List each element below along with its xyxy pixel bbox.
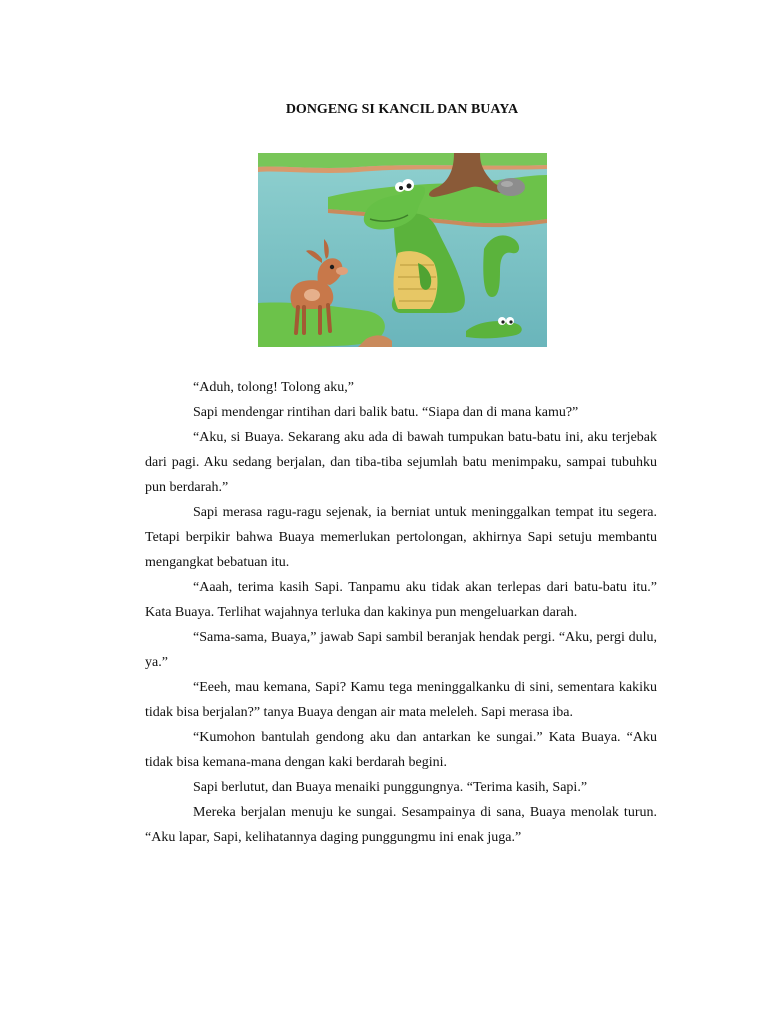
paragraph: Sapi merasa ragu-ragu sejenak, ia berniat untuk meninggalkan tempat itu segera. Tetapi berpikir bahwa Buaya memerlukan pertolongan, akhirnya Sapi setuju membantu mengangkat bebatuan itu. [145, 505, 657, 570]
story-illustration [258, 153, 547, 347]
paragraph: “Aduh, tolong! Tolong aku,” [193, 380, 354, 395]
paragraph: “Aku, si Buaya. Sekarang aku ada di bawah tumpukan batu-batu ini, aku terjebak dari pagi. Aku sedang berjalan, dan tiba-tiba sejumlah batu menimpaku, sampai tubuhku pun berdarah.” [145, 430, 657, 495]
paragraph: “Sama-sama, Buaya,” jawab Sapi sambil beranjak hendak pergi. “Aku, pergi dulu, ya.” [145, 630, 657, 670]
paragraph: Mereka berjalan menuju ke sungai. Sesampainya di sana, Buaya menolak turun. “Aku lapar, Sapi, kelihatannya daging punggungmu ini enak juga.” [145, 805, 657, 845]
document-title: DONGENG SI KANCIL DAN BUAYA [285, 102, 519, 117]
paragraph: “Aaah, terima kasih Sapi. Tanpamu aku tidak akan terlepas dari batu-batu itu.” Kata Buaya. Terlihat wajahnya terluka dan kakinya pun mengeluarkan darah. [145, 580, 657, 620]
paragraph: “Eeeh, mau kemana, Sapi? Kamu tega meninggalkanku di sini, sementara kakiku tidak bisa berjalan?” tanya Buaya dengan air mata meleleh. Sapi merasa iba. [145, 680, 657, 720]
paragraph: Sapi mendengar rintihan dari balik batu. “Siapa dan di mana kamu?” [193, 405, 579, 420]
story-text [145, 375, 657, 850]
paragraph: Sapi berlutut, dan Buaya menaiki punggungnya. “Terima kasih, Sapi.” [193, 780, 588, 795]
paragraph: “Kumohon bantulah gendong aku dan antarkan ke sungai.” Kata Buaya. “Aku tidak bisa kemana-mana dengan kaki berdarah begini. [145, 730, 657, 770]
rock [497, 178, 525, 196]
